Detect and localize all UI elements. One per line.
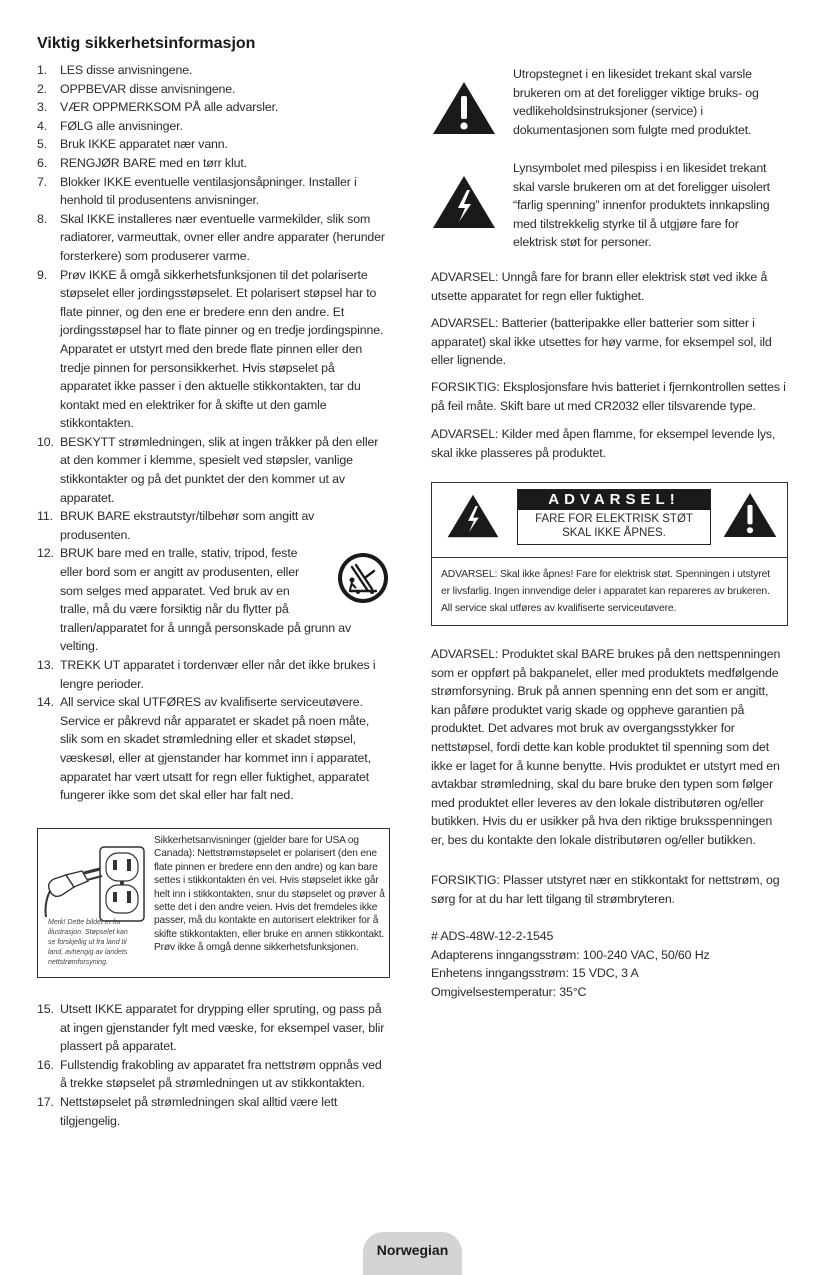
item-number: 12. bbox=[37, 546, 54, 561]
list-item bbox=[37, 1093, 387, 1130]
item-number: 17. bbox=[37, 1094, 54, 1109]
list-item bbox=[37, 507, 387, 544]
warning-batteries: ADVARSEL: Batterier (batteripakke eller batterier som sitter i apparatet) skal ikke utsettes for høy varme, for eksempel sol, ild eller lignende. bbox=[431, 316, 772, 368]
adapter-input: Adapterens inngangsstrøm: 100-240 VAC, 50/60 Hz bbox=[431, 947, 710, 962]
caution-explosion: FORSIKTIG: Eksplosjonsfare hvis batteriet i fjernkontrollen settes i på feil måte. Skift bare ut med CR2032 eller tilsvarende type. bbox=[431, 380, 786, 413]
cart-tipover-warning-icon bbox=[336, 551, 390, 605]
item-text: OPPBEVAR disse anvisningene. bbox=[60, 81, 236, 96]
item-text: LES disse anvisningene. bbox=[60, 63, 193, 77]
item-number: 5. bbox=[37, 137, 48, 152]
page-title: Viktig sikkerhetsinformasjon bbox=[37, 35, 256, 52]
list-item bbox=[37, 135, 387, 154]
item-text: FØLG alle anvisninger. bbox=[60, 118, 183, 133]
exclamation-triangle-icon bbox=[431, 80, 497, 136]
item-number: 15. bbox=[37, 1002, 54, 1016]
lightning-symbol-text: Lynsymbolet med pilespiss i en likesidet trekant skal varsle brukeren om at det foreligger uisolert “farlig spenning” innenfor produktets innkapsling med tilstrekkelig styrke til å utgjøre fare for elektrisk støt for personer. bbox=[513, 161, 770, 250]
list-item bbox=[37, 61, 387, 80]
item-number: 9. bbox=[37, 267, 48, 282]
exclamation-symbol-text: Utropstegnet i en likesidet trekant skal varsle brukeren om at det foreligger viktige bruks- og vedlikeholdsinstruksjoner (service) i dokumentasjonen som fulgte med produktet. bbox=[513, 67, 759, 137]
item-number: 1. bbox=[37, 63, 48, 77]
caution-outlet: FORSIKTIG: Plasser utstyret nær en stikkontakt for nettstrøm, og sørg for at du har lett tilgang til strømbryteren. bbox=[431, 873, 780, 906]
instruction-list-1 bbox=[37, 61, 387, 805]
item-number: 10. bbox=[37, 434, 54, 449]
item-number: 13. bbox=[37, 658, 54, 672]
item-number: 16. bbox=[37, 1057, 54, 1072]
divider bbox=[432, 557, 787, 558]
model-number: # ADS-48W-12-2-1545 bbox=[431, 929, 554, 943]
list-item bbox=[37, 210, 387, 266]
item-number: 11. bbox=[37, 509, 53, 524]
exclamation-triangle-icon bbox=[722, 491, 778, 539]
item-text: VÆR OPPMERKSOM PÅ alle advarsler. bbox=[60, 100, 279, 115]
polarized-plug-box bbox=[37, 828, 390, 978]
instruction-list-2 bbox=[37, 1000, 387, 1130]
item-number: 6. bbox=[37, 155, 48, 170]
list-item bbox=[37, 544, 387, 656]
language-tab: Norwegian bbox=[363, 1232, 462, 1275]
item-text: Fullstendig frakobling av apparatet fra nettstrøm oppnås ved å trekke støpselet på strømledningen ut av stikkontakten. bbox=[60, 1057, 382, 1091]
warning-heading: ADVARSEL! bbox=[518, 490, 710, 510]
list-item bbox=[37, 1056, 387, 1093]
item-text: Bruk IKKE apparatet nær vann. bbox=[60, 137, 228, 152]
electric-shock-warning-box bbox=[431, 482, 788, 626]
power-specs bbox=[431, 927, 787, 1001]
list-item bbox=[37, 693, 387, 805]
list-item bbox=[37, 98, 387, 117]
item-text: Nettstøpselet på strømledningen skal alltid være lett tilgjengelig. bbox=[60, 1094, 338, 1128]
warning-label bbox=[517, 489, 711, 545]
warning-subtext-line: FARE FOR ELEKTRISK STØT bbox=[535, 513, 693, 525]
warning-subtext bbox=[518, 510, 710, 540]
warning-subtext-line: SKAL IKKE ÅPNES. bbox=[562, 526, 666, 539]
warning-open-flame: ADVARSEL: Kilder med åpen flamme, for eksempel levende lys, skal ikke plasseres på produktet. bbox=[431, 427, 776, 460]
item-number: 2. bbox=[37, 81, 48, 96]
item-number: 4. bbox=[37, 118, 48, 133]
item-text: TREKK UT apparatet i tordenvær eller når det ikke brukes i lengre perioder. bbox=[60, 658, 376, 691]
list-item bbox=[37, 433, 387, 507]
polarized-plug-outlet-illustration bbox=[44, 843, 148, 925]
list-item bbox=[37, 266, 387, 433]
lightning-triangle-icon bbox=[446, 493, 500, 539]
plug-safety-text: Sikkerhetsanvisninger (gjelder bare for USA og Canada): Nettstrømstøpselet er polarisert (den ene flate pinnen er bredere enn den andre) og kan bare settes i stikkontakten én vei. Hvis støpselet ikke går helt inn i stikkontakten, snur du støpselet og prøver å sette det i den andre veien. Hvis det fremdeles ikke passer, må du kontakte en autorisert elektriker for å skifte stikkontakten, eller bruke en annen stikkontakt. Prøv ikke å omgå denne sikkerhetsfunksjonen. bbox=[154, 835, 385, 954]
illustration-note: Merk! Dette bildet er for illustrasjon. Støpselet kan se forskjellig ut fra land til land, avhengig av landets nettstrømforsyning. bbox=[48, 919, 128, 966]
item-number: 3. bbox=[37, 100, 48, 115]
item-text: BRUK bare med en tralle, stativ, tripod, feste eller bord som er angitt av produsenten, eller som selges med apparatet. Ved bruk av en tralle, må du være forsiktig når du flytter på bbox=[60, 546, 299, 617]
item-text: RENGJØR BARE med en tørr klut. bbox=[60, 155, 247, 170]
power-warning: ADVARSEL: Produktet skal BARE brukes på den nettspenningen som er oppført på bakpanelet, eller med produktets medfølgende strømforsyning. Bruk på annen spenning enn det som er angitt, kan påføre produktet varig skade og oppheve garantien på produktet. Det advares mot bruk av overgangsstykker for nettstøpsel, fordi dette kan koble produktet til spenning som det ikke er laget for å kunne benytte. Hvis produktet er utstyrt med en avtakbar strømledning, skal du bare bruke den typen som følger med produktet eller leveres av den lokale distributøren og/eller butikken. Hvis du er usikker på hva den riktige bruksspenningen er, bes du kontakte den lokale distributøren og/eller butikken. bbox=[431, 647, 781, 847]
item-text: All service skal UTFØRES av kvalifiserte serviceutøvere. Service er påkrevd når apparatet er skadet på noen måte, slik som en skadet strømledning eller et skadet støpsel, væskesøl, eller at gjenstander har kommet inn i apparatet, apparatet har vært utsatt for regn eller fuktighet, apparatet fungerer ikke som det skal eller har falt ned. bbox=[60, 695, 371, 803]
list-item bbox=[37, 80, 387, 99]
item-text: Utsett IKKE apparatet for drypping eller spruting, og pass på at ingen gjenstander fylt med væske, for eksempel vaser, blir plassert på apparatet. bbox=[60, 1002, 385, 1054]
item-text: Blokker IKKE eventuelle ventilasjonsåpninger. Installer i henhold til produsentens anvisninger. bbox=[60, 174, 357, 208]
list-item bbox=[37, 656, 387, 693]
item-text: Prøv IKKE å omgå sikkerhetsfunksjonen til det polariserte støpselet eller jordingsstøpselet. Et polarisert støpsel har to flate pinner, og den ene er bredere enn den andre. Et jordingsstøpsel har to flate pinner og en tredje jordingspinne. Apparatet er utstyrt med den brede flate pinnen eller den tredje pinnen for personsikkerhet. Hvis støpselet på apparatet ikke passer i den aktuelle stikkontakten, tar du kontakt med en elektriker for å skifte ut den gamle stikkontakten. bbox=[60, 267, 384, 431]
list-item bbox=[37, 1000, 387, 1056]
item-number: 7. bbox=[37, 174, 48, 189]
device-input: Enhetens inngangsstrøm: 15 VDC, 3 A bbox=[431, 966, 639, 981]
list-item bbox=[37, 117, 387, 136]
warning-box-text: ADVARSEL: Skal ikke åpnes! Fare for elektrisk støt. Spenningen i utstyret er livsfarlig. Ingen innvendige deler i apparatet kan repareres av brukeren. All service skal utføres av kvalifiserte serviceutøvere. bbox=[441, 569, 771, 614]
warning-fire-shock: ADVARSEL: Unngå fare for brann eller elektrisk støt ved ikke å utsette apparatet for regn eller fuktighet. bbox=[431, 270, 768, 303]
item-text: BESKYTT strømledningen, slik at ingen tråkker på den eller at den kommer i klemme, spesielt ved støpsler, vanlige stikkontakter og på det punktet der den kommer ut av apparatet. bbox=[60, 434, 379, 505]
list-item bbox=[37, 173, 387, 210]
item-number: 8. bbox=[37, 211, 48, 226]
item-text: BRUK BARE ekstrautstyr/tilbehør som angitt av produsenten. bbox=[60, 509, 315, 542]
lightning-triangle-icon bbox=[431, 174, 497, 230]
item-number: 14. bbox=[37, 695, 54, 710]
ambient-temperature: Omgivelsestemperatur: 35°C bbox=[431, 984, 587, 999]
item-text-continued: trallen/apparatet for å unngå personskade på grunn av velting. bbox=[60, 620, 352, 654]
item-text: Skal IKKE installeres nær eventuelle varmekilder, slik som radiatorer, varmeuttak, ovner eller andre apparater (herunder forsterkere) som produserer varme. bbox=[60, 211, 385, 263]
list-item bbox=[37, 154, 387, 173]
